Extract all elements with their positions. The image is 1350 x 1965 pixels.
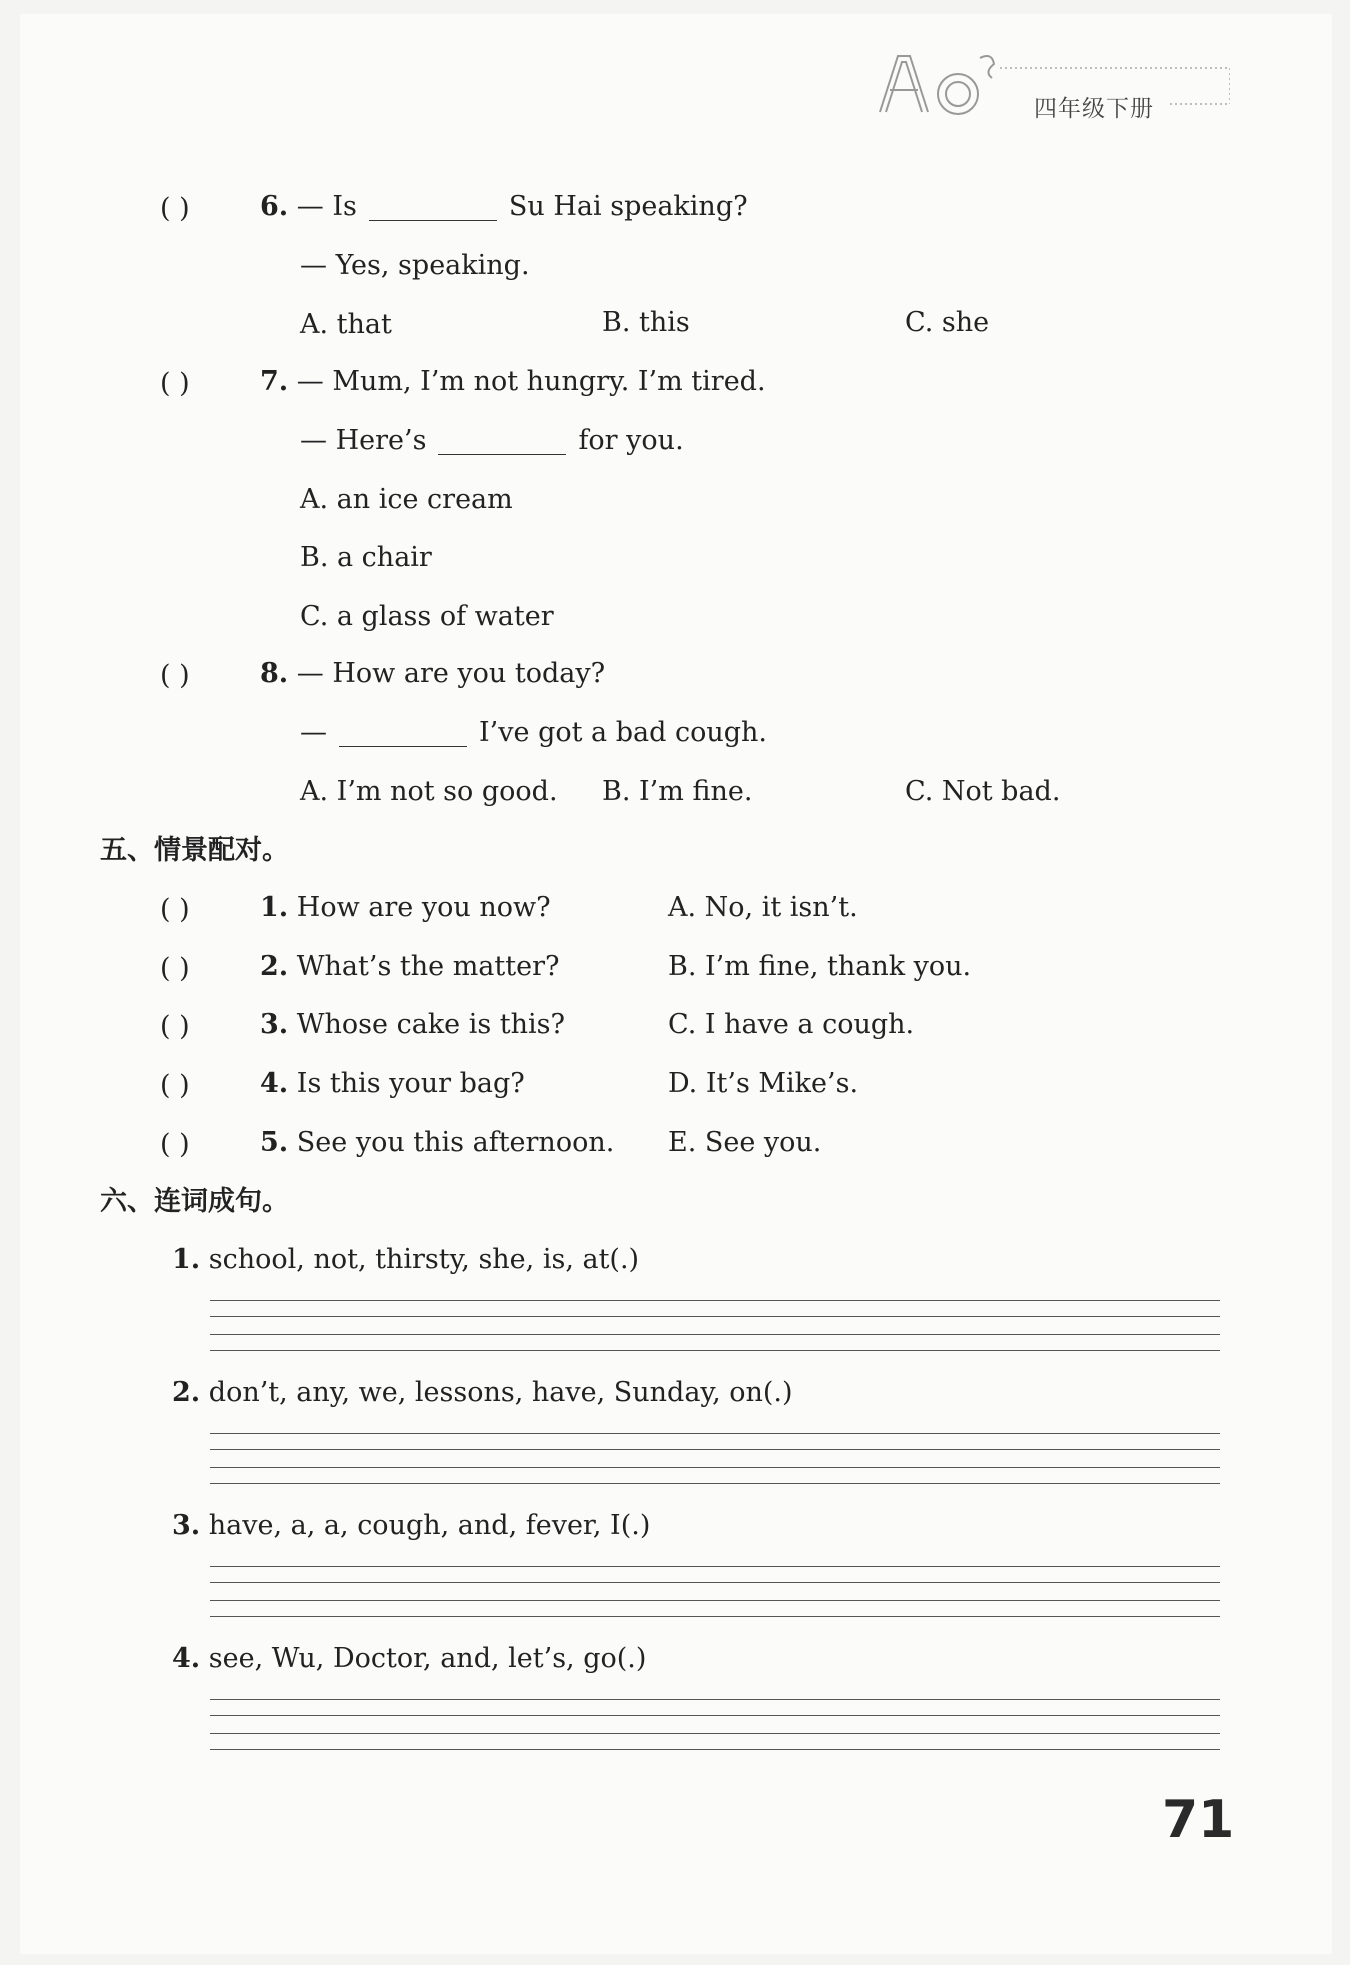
sentence-prompt-3: 3. have, a, a, cough, and, fever, I(.)	[172, 1510, 651, 1541]
grade-label: 四年级下册	[1034, 96, 1154, 122]
q7-option-c: C. a glass of water	[300, 601, 554, 632]
q6-option-b: B. this	[602, 307, 690, 338]
match-question-1: 1. How are you now?	[260, 892, 551, 923]
q6-option-c: C. she	[905, 307, 990, 338]
question-number: 8.	[260, 658, 289, 689]
fill-blank[interactable]	[438, 428, 566, 455]
match-answer-d: D. It’s Mike’s.	[668, 1068, 859, 1099]
question-text: — How are you today?	[296, 658, 606, 689]
page-number: 71	[1162, 1790, 1235, 1850]
question-number: 7.	[260, 366, 289, 397]
match-question-5: 5. See you this afternoon.	[260, 1127, 615, 1158]
section-5-title: 五、情景配对。	[100, 835, 289, 866]
question-number: 6.	[260, 191, 289, 222]
question-7-reply: — Here’s for you.	[300, 425, 684, 456]
fill-blank[interactable]	[369, 194, 497, 221]
section-6-title: 六、连词成句。	[100, 1186, 289, 1217]
q7-option-a: A. an ice cream	[300, 484, 513, 515]
q8-option-c: C. Not bad.	[905, 776, 1061, 807]
question-7	[260, 365, 766, 399]
question-text-part: Su Hai speaking?	[508, 191, 748, 222]
question-8	[260, 657, 605, 691]
sentence-prompt-1: 1. school, not, thirsty, she, is, at(.)	[172, 1244, 640, 1275]
question-text-part: — Is	[296, 191, 357, 222]
q8-option-b: B. I’m fine.	[602, 776, 753, 807]
match-answer-e: E. See you.	[668, 1127, 822, 1158]
question-6-reply: — Yes, speaking.	[300, 250, 530, 281]
answer-paren-s5-3[interactable]: ( )	[160, 1011, 190, 1042]
answer-paren-q6[interactable]: ( )	[160, 193, 190, 224]
match-question-2: 2. What’s the matter?	[260, 951, 560, 982]
question-text: — Mum, I’m not hungry. I’m tired.	[296, 366, 766, 397]
sentence-prompt-2: 2. don’t, any, we, lessons, have, Sunday, on(.)	[172, 1377, 793, 1408]
writing-lines-2[interactable]	[210, 1433, 1220, 1489]
writing-lines-3[interactable]	[210, 1566, 1220, 1622]
answer-paren-q8[interactable]: ( )	[160, 660, 190, 691]
answer-paren-q7[interactable]: ( )	[160, 368, 190, 399]
question-8-reply: — I’ve got a bad cough.	[300, 717, 767, 748]
writing-lines-4[interactable]	[210, 1699, 1220, 1755]
answer-paren-s5-4[interactable]: ( )	[160, 1070, 190, 1101]
answer-paren-s5-2[interactable]: ( )	[160, 953, 190, 984]
match-answer-a: A. No, it isn’t.	[668, 892, 858, 923]
answer-paren-s5-5[interactable]: ( )	[160, 1129, 190, 1160]
fill-blank[interactable]	[339, 720, 467, 747]
sentence-prompt-4: 4. see, Wu, Doctor, and, let’s, go(.)	[172, 1643, 647, 1674]
writing-lines-1[interactable]	[210, 1300, 1220, 1356]
q6-option-a: A. that	[300, 309, 392, 340]
answer-paren-s5-1[interactable]: ( )	[160, 894, 190, 925]
question-6	[260, 190, 748, 224]
q7-option-b: B. a chair	[300, 542, 432, 573]
match-answer-b: B. I’m fine, thank you.	[668, 951, 972, 982]
match-question-3: 3. Whose cake is this?	[260, 1009, 566, 1040]
match-question-4: 4. Is this your bag?	[260, 1068, 525, 1099]
q8-option-a: A. I’m not so good.	[300, 776, 558, 807]
match-answer-c: C. I have a cough.	[668, 1009, 915, 1040]
